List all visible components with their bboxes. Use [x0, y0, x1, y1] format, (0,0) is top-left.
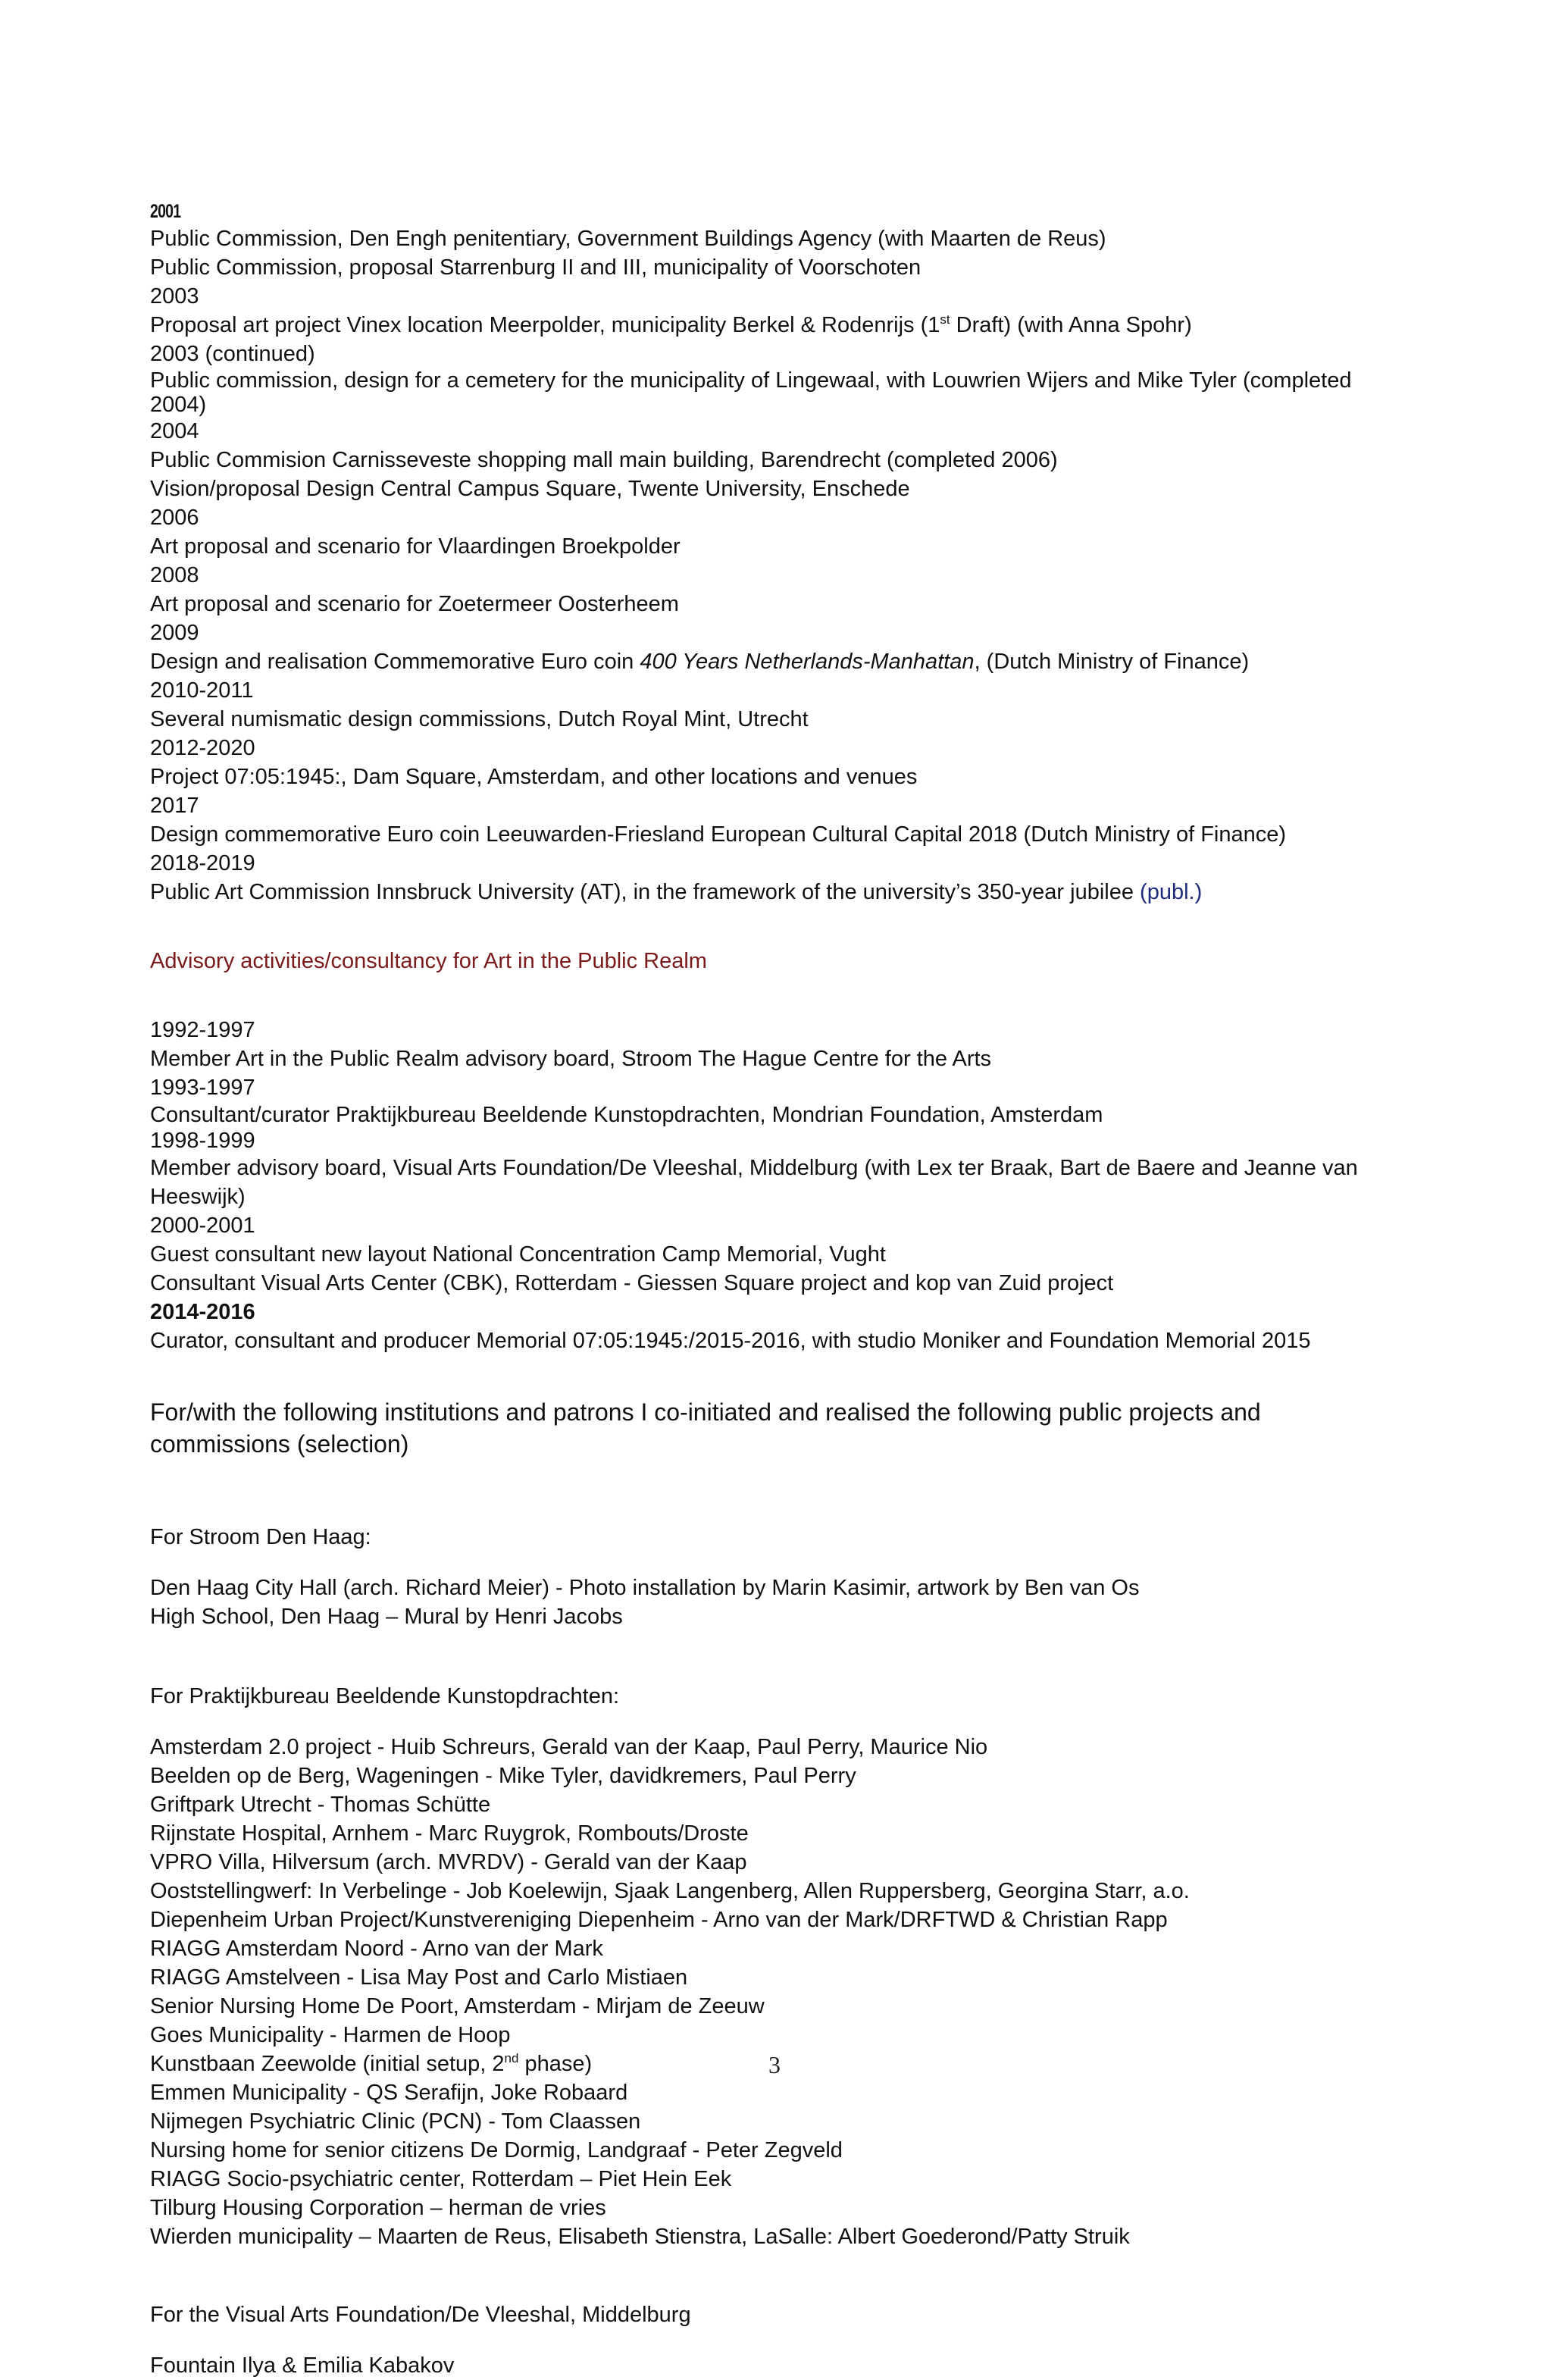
project-item: Beelden op de Berg, Wageningen - Mike Tyler, davidkremers, Paul Perry: [150, 1764, 856, 1788]
advisory-item: Consultant/curator Praktijkbureau Beeldende Kunstopdrachten, Mondrian Foundation, Amsterdam: [150, 1103, 1103, 1127]
project-item: Wierden municipality – Maarten de Reus, Elisabeth Stienstra, LaSalle: Albert Goederond/Patty Struik: [150, 2225, 1130, 2249]
year-label: 2009: [150, 621, 199, 645]
commission-item: Design and realisation Commemorative Euro coin 400 Years Netherlands-Manhattan, (Dutch Ministry of Finance): [150, 650, 1250, 674]
commissions-section: [150, 199, 1393, 907]
commission-item: Project 07:05:1945:, Dam Square, Amsterdam, and other locations and venues: [150, 765, 918, 789]
project-item: Emmen Municipality - QS Serafijn, Joke Robaard: [150, 2081, 628, 2105]
project-item: Tilburg Housing Corporation – herman de vries: [150, 2196, 606, 2220]
section-heading: For/with the following institutions and patrons I co-initiated and realised the following public projects and commissions (selection): [150, 1398, 1261, 1458]
advisory-item: Member advisory board, Visual Arts Foundation/De Vleeshal, Middelburg (with Lex ter Braak, Bart de Baere and Jeanne van Heeswijk): [150, 1156, 1358, 1209]
commission-item: Design commemorative Euro coin Leeuwarden-Friesland European Cultural Capital 2018 (Dutch Ministry of Finance): [150, 822, 1287, 847]
section-title: Advisory activities/consultancy for Art in the Public Realm: [150, 949, 707, 973]
year-label: 2018-2019: [150, 851, 255, 875]
project-item: RIAGG Amsterdam Noord - Arno van der Mark: [150, 1937, 603, 1961]
project-item: High School, Den Haag – Mural by Henri Jacobs: [150, 1605, 623, 1629]
subsection-title: For the Visual Arts Foundation/De Vleeshal, Middelburg: [150, 2303, 691, 2327]
commission-item: Public commission, design for a cemetery for the municipality of Lingewaal, with Louwrien Wijers and Mike Tyler (completed 2004): [150, 368, 1352, 417]
commission-item: Public Art Commission Innsbruck University (AT), in the framework of the university’s 350-year jubilee (publ.): [150, 880, 1203, 904]
year-label: 2000-2001: [150, 1213, 255, 1238]
project-item: Fountain Ilya & Emilia Kabakov: [150, 2353, 455, 2378]
project-item: Senior Nursing Home De Poort, Amsterdam - Mirjam de Zeeuw: [150, 1994, 765, 2018]
year-label: 2017: [150, 794, 199, 818]
year-label: 2001: [150, 201, 181, 222]
year-label: 1998-1999: [150, 1129, 255, 1153]
publication-link[interactable]: (publ.): [1140, 880, 1203, 904]
advisory-section: [150, 947, 1393, 1355]
project-item: Goes Municipality - Harmen de Hoop: [150, 2023, 511, 2047]
year-label: 2014-2016: [150, 1300, 255, 1324]
year-label: 1992-1997: [150, 1018, 255, 1042]
project-item: RIAGG Socio-psychiatric center, Rotterdam – Piet Hein Eek: [150, 2167, 732, 2191]
year-label: 2003: [150, 284, 199, 308]
commission-item: Several numismatic design commissions, Dutch Royal Mint, Utrecht: [150, 707, 809, 731]
year-label: 2003 (continued): [150, 342, 315, 366]
advisory-item: Consultant Visual Arts Center (CBK), Rotterdam - Giessen Square project and kop van Zuid project: [150, 1271, 1114, 1295]
advisory-item: Member Art in the Public Realm advisory board, Stroom The Hague Centre for the Arts: [150, 1047, 992, 1071]
project-item: RIAGG Amstelveen - Lisa May Post and Carlo Mistiaen: [150, 1965, 688, 1990]
advisory-item: Curator, consultant and producer Memorial 07:05:1945:/2015-2016, with studio Moniker and Foundation Memorial 2015: [150, 1329, 1311, 1353]
commission-item: Public Commission, proposal Starrenburg II and III, municipality of Voorschoten: [150, 255, 922, 280]
commission-item: Public Commision Carnisseveste shopping mall main building, Barendrecht (completed 2006): [150, 448, 1058, 472]
commission-item: Art proposal and scenario for Zoetermeer Oosterheem: [150, 592, 679, 616]
projects-section: [150, 1396, 1393, 2380]
project-item: Amsterdam 2.0 project - Huib Schreurs, Gerald van der Kaap, Paul Perry, Maurice Nio: [150, 1735, 988, 1759]
year-label: 1993-1997: [150, 1076, 255, 1100]
subsection-title: For Stroom Den Haag:: [150, 1525, 371, 1549]
year-label: 2006: [150, 506, 199, 530]
project-item: Nijmegen Psychiatric Clinic (PCN) - Tom Claassen: [150, 2109, 641, 2134]
year-label: 2008: [150, 563, 199, 587]
commission-item: Proposal art project Vinex location Meerpolder, municipality Berkel & Rodenrijs (1st Draft) (with Anna Spohr): [150, 312, 1192, 337]
year-label: 2010-2011: [150, 678, 254, 703]
project-item: Rijnstate Hospital, Arnhem - Marc Ruygrok, Rombouts/Droste: [150, 1821, 749, 1846]
project-item: Diepenheim Urban Project/Kunstvereniging Diepenheim - Arno van der Mark/DRFTWD & Christian Rapp: [150, 1908, 1168, 1932]
advisory-item: Guest consultant new layout National Concentration Camp Memorial, Vught: [150, 1242, 886, 1267]
project-item: Den Haag City Hall (arch. Richard Meier) - Photo installation by Marin Kasimir, artwork by Ben van Os: [150, 1576, 1140, 1600]
project-item: Griftpark Utrecht - Thomas Schütte: [150, 1793, 491, 1817]
page-number: 3: [768, 2051, 781, 2078]
year-label: 2012-2020: [150, 736, 255, 760]
commission-item: Public Commission, Den Engh penitentiary, Government Buildings Agency (with Maarten de Reus): [150, 227, 1106, 251]
project-item: VPRO Villa, Hilversum (arch. MVRDV) - Gerald van der Kaap: [150, 1850, 747, 1874]
project-item: Nursing home for senior citizens De Dormig, Landgraaf - Peter Zegveld: [150, 2138, 843, 2162]
commission-item: Vision/proposal Design Central Campus Square, Twente University, Enschede: [150, 477, 910, 501]
subsection-title: For Praktijkbureau Beeldende Kunstopdrachten:: [150, 1684, 620, 1708]
project-item: Ooststellingwerf: In Verbelinge - Job Koelewijn, Sjaak Langenberg, Allen Ruppersberg, Georgina Starr, a.o.: [150, 1879, 1190, 1903]
project-item: Kunstbaan Zeewolde (initial setup, 2nd phase): [150, 2051, 593, 2076]
commission-item: Art proposal and scenario for Vlaardingen Broekpolder: [150, 534, 681, 559]
year-label: 2004: [150, 419, 199, 443]
